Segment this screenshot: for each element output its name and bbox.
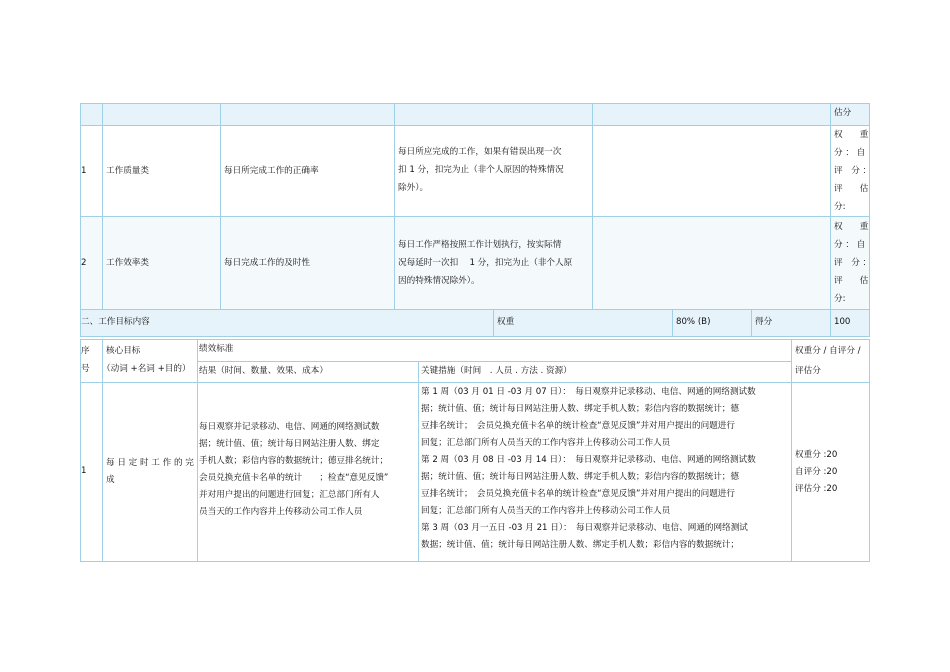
score-label: 得分 [755, 317, 773, 327]
row-category: 工作效率类 [106, 258, 149, 268]
t1-score-header: 估分 [834, 108, 852, 118]
score-value: 100 [834, 317, 851, 327]
weight-value: 80% (B) [676, 317, 711, 327]
row-indicator: 每日完成工作的及时性 [224, 258, 310, 268]
t1-header-row [80, 103, 870, 126]
goal-text-2: 成 [106, 475, 115, 485]
result-header: 结果（时间、数量、效果、成本） [199, 366, 328, 376]
seq-header: 序 [81, 346, 90, 356]
row-index: 2 [81, 258, 87, 268]
score-header-2: 评估分 [795, 366, 821, 376]
goal-text: 每 日 定 时 工 作 的 完 [106, 458, 194, 468]
goal-hint: （动词 +名词 +目的） [102, 364, 191, 374]
weight-label: 权重 [497, 317, 515, 327]
row-index: 1 [81, 166, 87, 176]
score-header: 权重分 / 自评分 / [795, 346, 861, 356]
row-index: 1 [81, 466, 87, 476]
row-category: 工作质量类 [106, 166, 149, 176]
measure-header: 关键措施（时间 . 人员 . 方法 . 资源） [421, 366, 572, 376]
kpi-header: 绩效标准 [199, 344, 234, 354]
goal-header: 核心目标 [106, 346, 141, 356]
seq-header-2: 号 [81, 364, 90, 374]
section-title: 二、工作目标内容 [81, 317, 150, 327]
row-indicator: 每日所完成工作的正确率 [224, 166, 319, 176]
